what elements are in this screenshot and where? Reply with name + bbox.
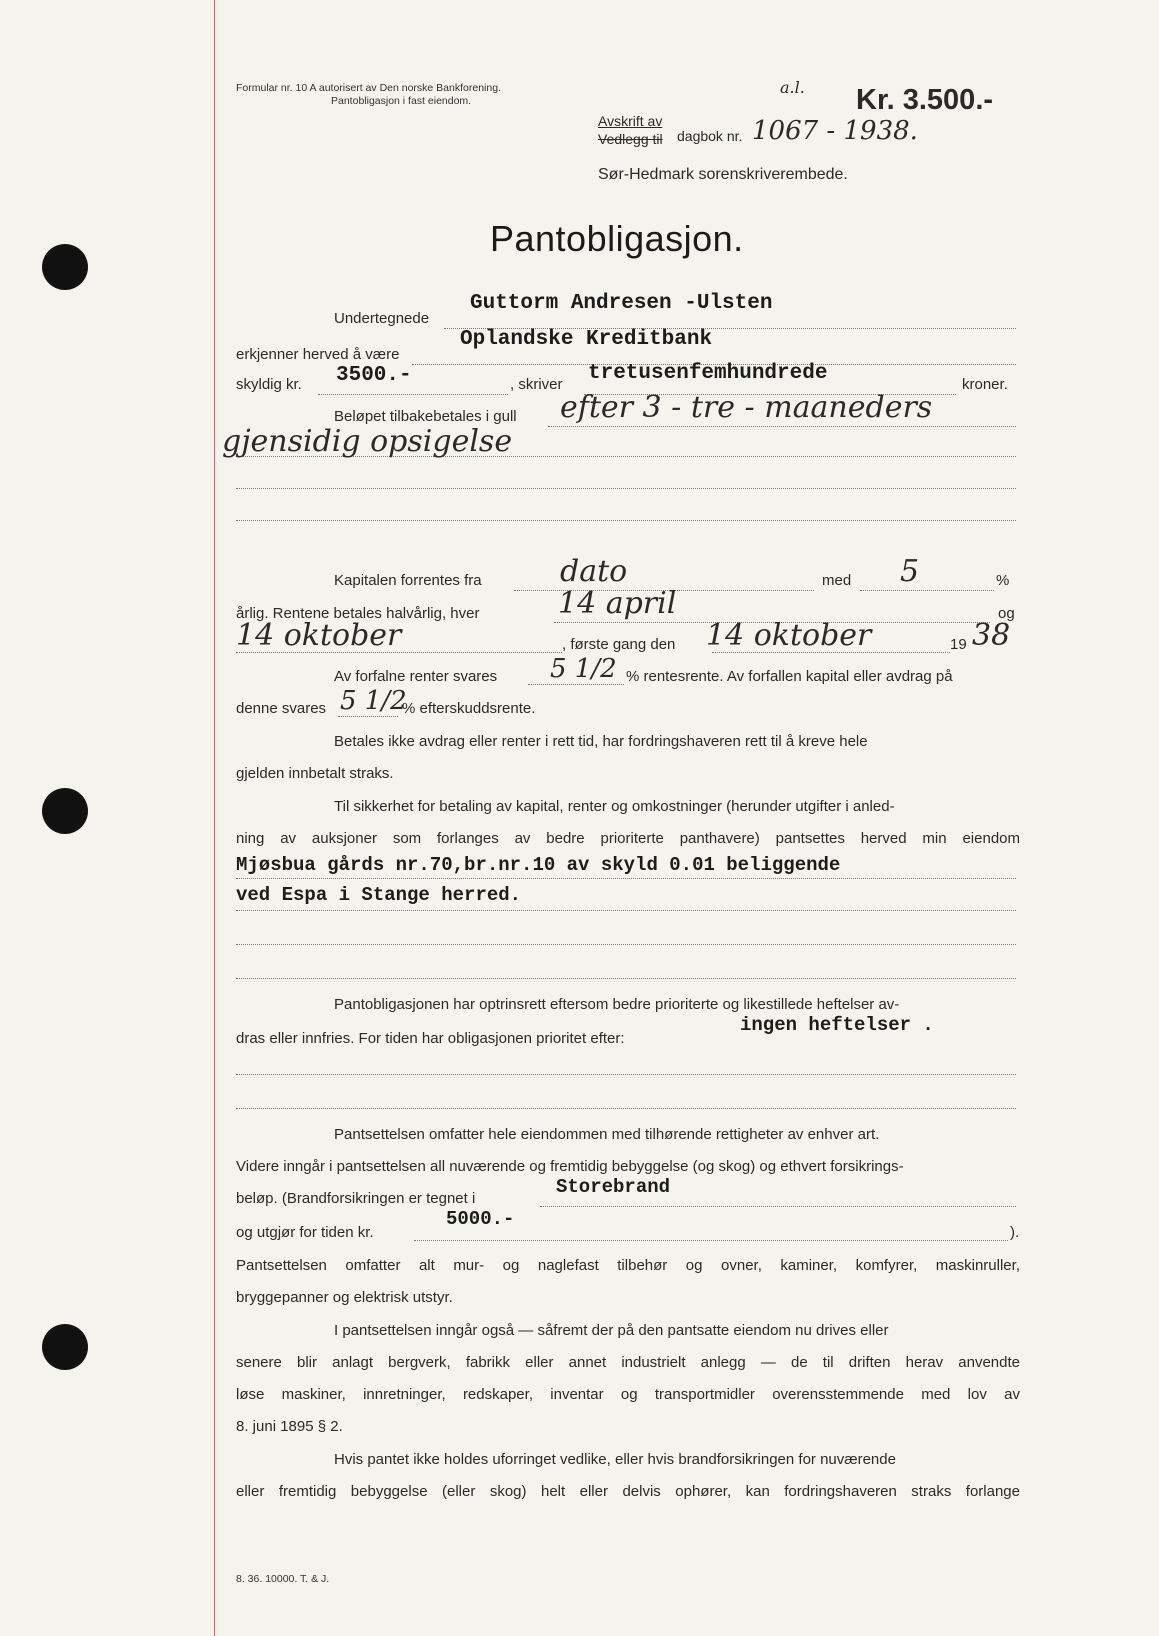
margin-rule xyxy=(214,0,215,1636)
omfatter-line2: Videre inngår i pantsettelsen all nuværende og fremtidig bebyggelse (og skog) og ethvert forsikrings- xyxy=(236,1158,904,1175)
page-title: Pantobligasjon. xyxy=(490,218,744,259)
year-suffix: 38 xyxy=(972,618,1011,653)
betales-line2: gjelden innbetalt straks. xyxy=(236,765,394,782)
industri-line4: 8. juni 1895 § 2. xyxy=(236,1418,343,1435)
binder-hole-bottom xyxy=(42,1324,88,1370)
interest-from: dato xyxy=(560,554,628,589)
avskrift-label: Avskrift av xyxy=(598,113,663,129)
print-code: 8. 36. 10000. T. & J. xyxy=(236,1573,330,1585)
binder-hole-top xyxy=(42,244,88,290)
utgjor-label: og utgjør for tiden kr. xyxy=(236,1224,374,1241)
amount-in-words: tretusenfemhundrede xyxy=(588,362,828,385)
belopet-label: Beløpet tilbakebetales i gull xyxy=(334,408,517,425)
brand-label: beløp. (Brandforsikringen er tegnet i xyxy=(236,1190,476,1207)
kroner-label: kroner. xyxy=(962,376,1008,393)
initials: a.l. xyxy=(780,78,805,97)
overdue-interest-rate: 5 1/2 xyxy=(550,654,617,684)
first-payment-date: 14 april xyxy=(558,586,677,621)
dagbok-number: 1067 - 1938. xyxy=(752,116,918,146)
amount-heading: Kr. 3.500.- xyxy=(856,84,994,116)
skriver-label: , skriver xyxy=(510,376,563,393)
forfalne-text-2: % rentesrente. Av forfallen kapital eller avdrag på xyxy=(626,668,953,685)
undertegnede-label: Undertegnede xyxy=(334,310,430,327)
priority-value: ingen heftelser . xyxy=(740,1014,934,1036)
kapitalen-label: Kapitalen forrentes fra xyxy=(334,572,482,589)
insured-amount: 5000.- xyxy=(446,1208,515,1230)
repayment-terms-line1: efter 3 - tre - maaneders xyxy=(560,390,933,425)
denne-text: denne svares xyxy=(236,700,327,717)
formular-note: Formular nr. 10 A autorisert av Den norske Bankforening. Pantobligasjon i fast eiendom. xyxy=(236,82,501,107)
debtor-name: Guttorm Andresen -Ulsten xyxy=(470,292,773,315)
industri-line3: løse maskiner, innretninger, redskaper, inventar og transportmidler overensstemmende med lov av xyxy=(236,1386,1020,1403)
dagbok-label: dagbok nr. xyxy=(677,128,743,144)
vedlike-line2: eller fremtidig bebyggelse (eller skog) helt eller delvis ophører, kan fordringshaveren straks forlange xyxy=(236,1483,1020,1500)
second-payment-date: 14 oktober xyxy=(236,618,402,653)
interest-rate: 5 xyxy=(900,554,920,589)
property-line2: ved Espa i Stange herred. xyxy=(236,884,522,906)
industri-line2: senere blir anlagt bergverk, fabrikk eller annet industrielt anlegg — de til driften herav anvendte xyxy=(236,1354,1020,1371)
forfalne-text: Av forfalne renter svares xyxy=(334,668,498,685)
skyldig-label: skyldig kr. xyxy=(236,376,302,393)
vedlike-line1: Hvis pantet ikke holdes uforringet vedlike, eller hvis brandforsikringen for nuværende xyxy=(334,1451,896,1468)
year-prefix: 19 xyxy=(950,636,967,653)
industri-line1: I pantsettelsen inngår også — såfremt der på den pantsatte eiendom nu drives eller xyxy=(334,1322,889,1339)
sikkerhet-line2: ning av auksjoner som forlanges av bedre prioriterte panthavere) pantsettes herved min eiendom xyxy=(236,830,1020,847)
creditor-name: Oplandske Kreditbank xyxy=(460,328,713,351)
mur-line1: Pantsettelsen omfatter alt mur- og naglefast tilbehør og ovner, kaminer, komfyrer, maskinruller, xyxy=(236,1257,1020,1274)
percent-sign: % xyxy=(996,572,1010,589)
forste-label: , første gang den xyxy=(562,636,676,653)
arrears-interest-rate: 5 1/2 xyxy=(340,686,407,716)
denne-text-2: % efterskuddsrente. xyxy=(402,700,536,717)
property-line1: Mjøsbua gårds nr.70,br.nr.10 av skyld 0.01 beliggende xyxy=(236,854,841,876)
betales-line1: Betales ikke avdrag eller renter i rett tid, har fordringshaveren rett til å kreve hele xyxy=(334,733,868,750)
insurance-company: Storebrand xyxy=(556,1176,671,1198)
office-stamp: Sør-Hedmark sorenskriverembede. xyxy=(598,166,848,183)
erkjenner-label: erkjenner herved å være xyxy=(236,346,400,363)
repayment-terms-line2: gjensidig opsigelse xyxy=(222,424,513,459)
binder-hole-middle xyxy=(42,788,88,834)
vedlegg-struck: Vedlegg til xyxy=(598,131,663,147)
og-label: og xyxy=(998,605,1015,622)
utgjor-close: ). xyxy=(1010,1224,1020,1241)
mur-line2: bryggepanner og elektrisk utstyr. xyxy=(236,1289,453,1306)
first-due-date: 14 oktober xyxy=(706,618,872,653)
debt-amount: 3500.- xyxy=(336,364,412,387)
omfatter-line1: Pantsettelsen omfatter hele eiendommen med tilhørende rettigheter av enhver art. xyxy=(334,1126,880,1143)
optrinsrett-line1: Pantobligasjonen har optrinsrett eftersom bedre prioriterte og likestillede heftelser av- xyxy=(334,996,900,1013)
sikkerhet-line1: Til sikkerhet for betaling av kapital, renter og omkostninger (herunder utgifter i anled- xyxy=(334,798,895,815)
optrinsrett-line2: dras eller innfries. For tiden har obligasjonen prioritet efter: xyxy=(236,1030,625,1047)
arlig-text: årlig. Rentene betales halvårlig, hver xyxy=(236,605,480,622)
med-label: med xyxy=(822,572,852,589)
